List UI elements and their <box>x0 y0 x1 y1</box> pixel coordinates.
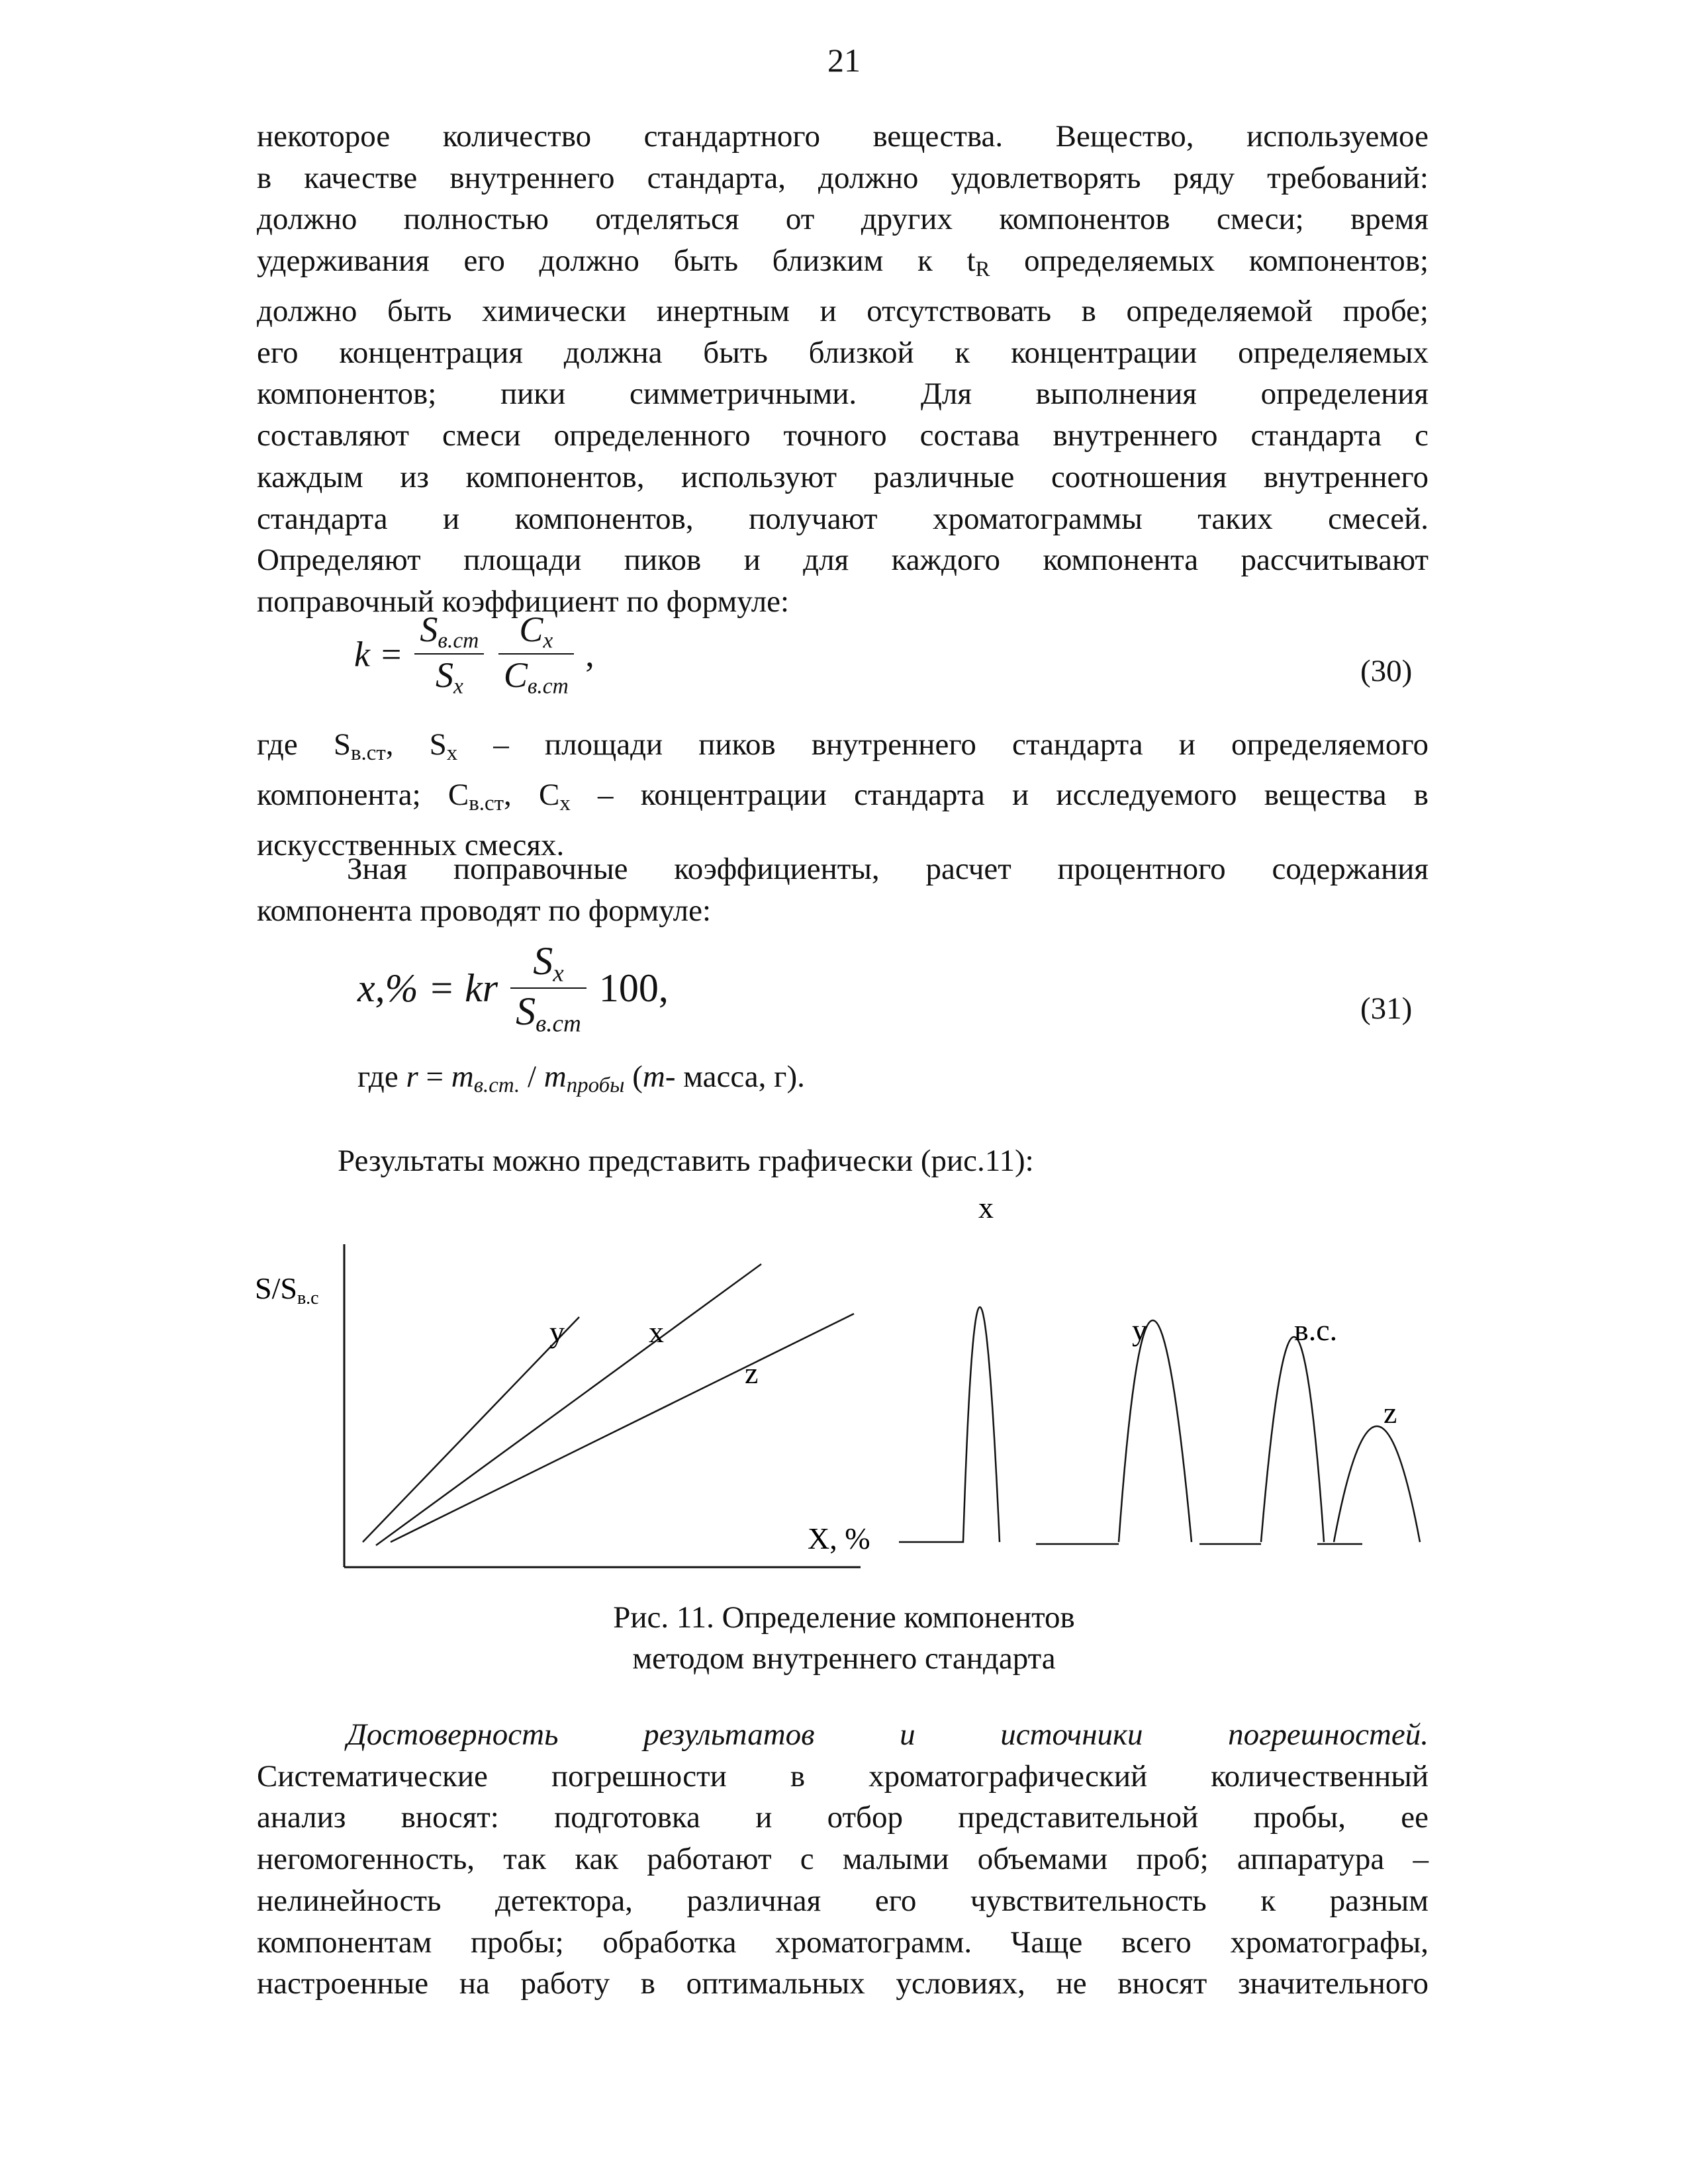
eq30-den1-sub: x <box>453 674 463 699</box>
eq30-num1: S <box>420 610 438 649</box>
text-line: компонентам пробы; обработка хроматограмм. Чаще всего хроматографы, <box>257 1925 1429 1960</box>
text-fragment: определяемых компонентов; <box>990 244 1429 279</box>
eq30-num2-sub: x <box>543 628 553 653</box>
text-fragment: результатов <box>643 1717 815 1752</box>
var-m: m <box>543 1060 567 1094</box>
text-line: его концентрация должна быть близкой к концентрации определяемых <box>257 335 1429 370</box>
peak-internal-standard <box>1261 1337 1324 1542</box>
figure-caption-line-2: методом внутреннего стандарта <box>632 1641 1056 1676</box>
subscript: в.ст <box>469 792 504 816</box>
peak-label-z: z <box>1383 1396 1397 1430</box>
text-line: должно полностью отделяться от других компонентов смеси; время <box>257 202 1429 237</box>
text-line: негомогенность, так как работают с малыми объемами проб; аппаратура – <box>257 1842 1429 1877</box>
subscript: x <box>446 741 458 766</box>
peak-label-y: y <box>1132 1313 1147 1347</box>
italic-heading-line <box>257 1714 1429 1756</box>
equation-31-number: (31) <box>1360 991 1413 1026</box>
var-m: m <box>642 1060 665 1094</box>
text-line: искусственных смесях. <box>257 827 565 862</box>
eq30-num2: C <box>519 610 543 649</box>
text-fragment: где S <box>257 727 351 762</box>
text-fragment: = <box>418 1060 451 1094</box>
text-fragment: где <box>357 1060 406 1094</box>
text-line: в качестве внутреннего стандарта, должно удовлетворять ряду требований: <box>257 160 1429 195</box>
text-line: компонентов; пики симметричными. Для выполнения определения <box>257 377 1429 412</box>
text-fragment: / <box>520 1060 544 1094</box>
peak-y <box>1119 1320 1192 1542</box>
text-fragment: погрешностей. <box>1228 1717 1429 1752</box>
calibration-line-z <box>391 1314 854 1542</box>
peak-label-internal-standard: в.с. <box>1294 1313 1338 1347</box>
text-line: каждым из компонентов, используют различные соотношения внутреннего <box>257 459 1429 494</box>
text-line: стандарта и компонентов, получают хроматограммы таких смесей. <box>257 501 1429 536</box>
eq30-den2: C <box>503 655 528 696</box>
text-line: Определяют площади пиков и для каждого компонента рассчитывают <box>257 543 1429 578</box>
peak-label-x: x <box>978 1191 994 1224</box>
eq30-den2-sub: в.ст <box>527 674 569 699</box>
text-line: поправочный коэффициент по формуле: <box>257 584 790 619</box>
subscript: R <box>975 257 990 282</box>
x-axis-label: X, % <box>808 1522 870 1555</box>
eq31-den-sub: в.ст <box>536 1010 581 1038</box>
text-line: настроенные на работу в оптимальных условиях, не вносят значительного <box>257 1966 1429 2001</box>
eq30-comma: , <box>585 634 594 674</box>
page-number: 21 <box>827 42 861 79</box>
y-axis-label: S/Sв.с <box>255 1271 319 1308</box>
subscript: пробы <box>566 1073 625 1098</box>
eq31-den: S <box>516 989 536 1034</box>
peak-x <box>899 1307 1000 1542</box>
text-line: компонента проводят по формуле: <box>257 893 712 928</box>
text-fragment: и <box>900 1717 915 1752</box>
eq30-lhs: k = <box>354 634 403 674</box>
text-fragment: , S <box>385 727 447 762</box>
text-line: нелинейность детектора, различная его чувствительность к разным <box>257 1883 1429 1918</box>
paragraph-reliability <box>257 1714 1429 2005</box>
text-fragment: , C <box>503 777 560 812</box>
text-line: анализ вносят: подготовка и отбор представительной пробы, ее <box>257 1800 1429 1835</box>
text-fragment: к t <box>917 244 976 279</box>
peak-z <box>1334 1426 1420 1542</box>
text-fragment: ( <box>624 1060 643 1094</box>
line-label-y: y <box>549 1315 565 1349</box>
eq31-tail: 100, <box>598 966 669 1010</box>
text-line: составляют смеси определенного точного состава внутреннего стандарта с <box>257 418 1429 453</box>
text-fragment: источники <box>1000 1717 1143 1752</box>
results-line: Результаты можно представить графически (рис.11): <box>338 1144 1034 1178</box>
text-line: Зная поправочные коэффициенты, расчет процентного содержания <box>347 852 1429 886</box>
subscript: в.ст <box>350 741 386 766</box>
eq30-num1-sub: в.ст <box>438 628 479 653</box>
line-label-z: z <box>745 1356 759 1390</box>
subscript: x <box>559 792 571 816</box>
calibration-line-y <box>363 1317 579 1542</box>
text-line: некоторое количество стандартного вещества. Вещество, используемое <box>257 119 1429 154</box>
calibration-line-x <box>376 1264 761 1545</box>
text-fragment: Достоверность <box>347 1717 559 1752</box>
eq31-num: S <box>533 939 553 983</box>
text-fragment: - масса, г). <box>665 1060 805 1094</box>
eq31-num-sub: x <box>553 960 564 987</box>
var-r: r <box>406 1060 418 1094</box>
text-line: должно быть химически инертным и отсутствовать в определяемой пробе; <box>257 294 1429 329</box>
line-label-x: x <box>649 1315 664 1349</box>
text-fragment: компонента; C <box>257 777 469 812</box>
eq31-lhs: x,% = kr <box>357 966 498 1010</box>
text-fragment: удерживания его должно быть близким <box>257 244 884 279</box>
figure-caption-line-1: Рис. 11. Определение компонентов <box>613 1600 1075 1635</box>
text-fragment: – концентрации стандарта и исследуемого вещества в <box>570 777 1429 812</box>
text-fragment: – площади пиков внутреннего стандарта и определяемого <box>457 727 1429 762</box>
eq30-den1: S <box>435 655 453 696</box>
equation-30-number: (30) <box>1360 654 1413 688</box>
var-m: m <box>451 1060 474 1094</box>
text-line: Систематические погрешности в хроматографический количественный <box>257 1758 1429 1794</box>
subscript: в.ст. <box>473 1073 520 1098</box>
